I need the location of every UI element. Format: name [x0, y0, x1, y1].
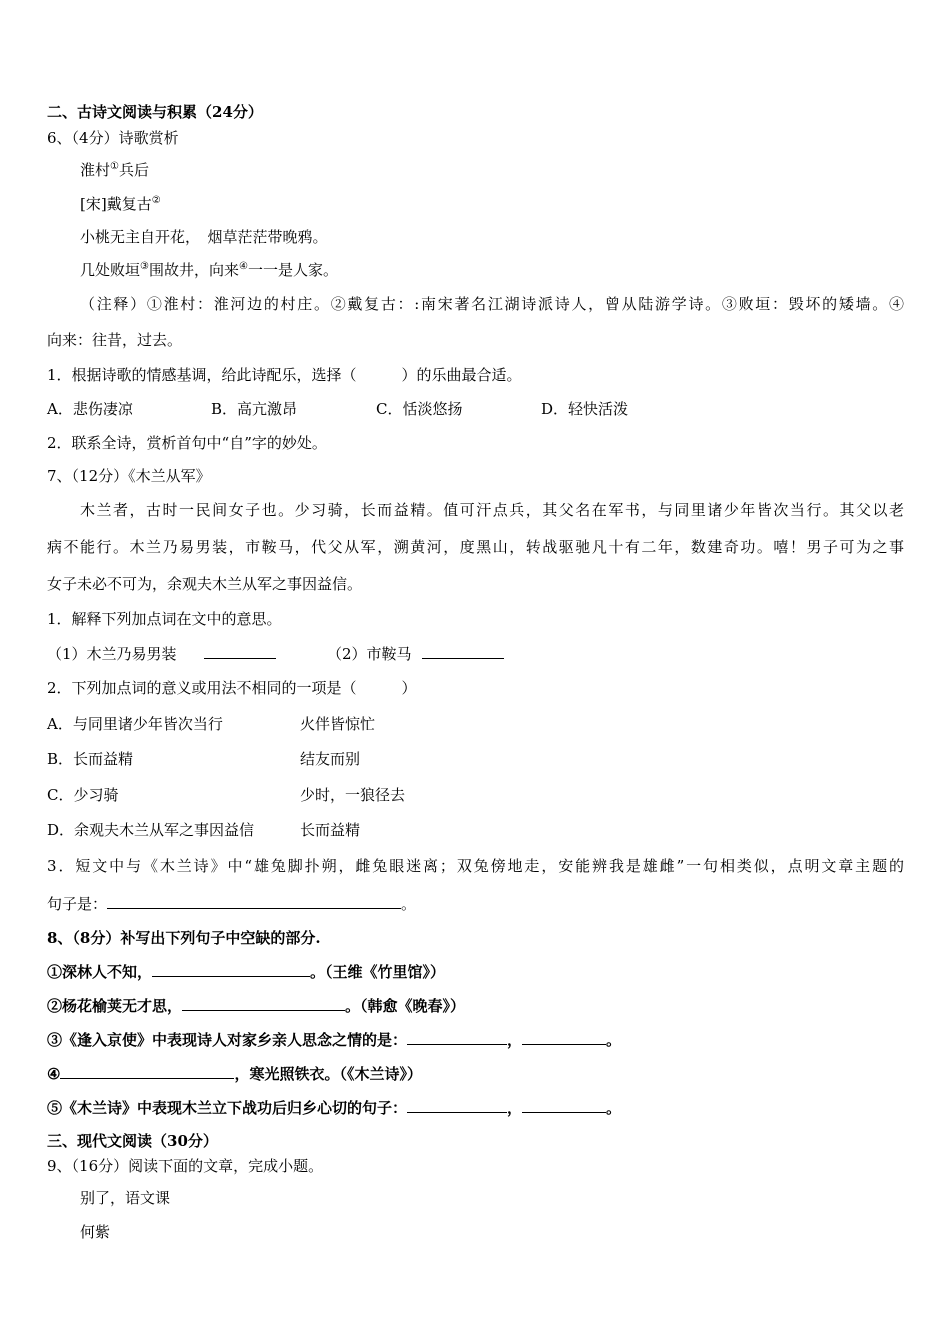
q7-choice-c-left: C．少习骑: [47, 786, 119, 804]
q6-option-b: B．高亢激昂: [211, 400, 298, 418]
answer-blank[interactable]: [522, 1029, 606, 1045]
q6-option-d: D．轻快活泼: [541, 400, 629, 418]
poem-line-1: 小桃无主自开花， 烟草茫茫带晚鸦。: [80, 228, 328, 246]
q8-item-3: ③《逢入京使》中表现诗人对家乡亲人思念之情的是： ， 。: [47, 1031, 622, 1049]
q6-header: 6、（4分）诗歌赏析: [47, 129, 179, 147]
q7-choice-a-left: A．与同里诸少年皆次当行: [47, 715, 223, 733]
poem-author: [宋]戴复古②: [80, 195, 161, 213]
poem-note-line-2: 向来：往昔，过去。: [47, 331, 183, 349]
answer-blank[interactable]: [522, 1097, 606, 1113]
poem-note-line-1: （注释）①淮村：淮河边的村庄。②戴复古：:南宋著名江湖诗派诗人，曾从陆游学诗。③败垣：毁坏的矮墙。④: [80, 295, 904, 313]
q7-passage-line-1: 木兰者，古时一民间女子也。少习骑，长而益精。值可汗点兵，其父名在军书，与同里诸少年皆次当行。其父以老: [80, 501, 904, 519]
q8-item-1: ①深林人不知， 。（王维《竹里馆》）: [47, 963, 446, 981]
q6-option-a: A．悲伤凄凉: [47, 400, 133, 418]
q7-passage-line-3: 女子未必不可为，余观夫木兰从军之事因益信。: [47, 575, 363, 593]
answer-blank[interactable]: [422, 643, 504, 659]
answer-blank[interactable]: [182, 995, 345, 1011]
answer-blank[interactable]: [60, 1063, 234, 1079]
answer-blank[interactable]: [204, 643, 276, 659]
q6-sub-question-1: 1．根据诗歌的情感基调，给此诗配乐，选择（ ）的乐曲最合适。: [47, 366, 522, 384]
article-author: 何紫: [80, 1223, 111, 1241]
q7-choice-b-right: 结友而别: [300, 750, 361, 768]
q7-choice-d-left: D．余观夫木兰从军之事因益信: [47, 821, 255, 839]
q7-choice-c-right: 少时，一狼径去: [300, 786, 406, 804]
section-2-title: 二、古诗文阅读与积累（24分）: [47, 103, 263, 121]
poem-title: 淮村①兵后: [80, 161, 149, 179]
q7-sub3-answer-line: 句子是： 。: [47, 895, 417, 913]
q6-option-c: C．恬淡悠扬: [376, 400, 463, 418]
q7-sub-question-2: 2．下列加点词的意义或用法不相同的一项是（ ）: [47, 679, 417, 697]
article-title: 别了，语文课: [80, 1189, 171, 1207]
answer-blank[interactable]: [407, 1029, 507, 1045]
q7-passage-line-2: 病不能行。木兰乃易男装，市鞍马，代父从军，溯黄河，度黑山，转战驱驰凡十有二年，数建奇功。嘻！男子可为之事: [47, 538, 904, 556]
poem-line-2: 几处败垣③围故井，向来④一一是人家。: [80, 261, 338, 279]
q7-sub-question-1: 1．解释下列加点词在文中的意思。: [47, 610, 282, 628]
q7-sub1-item-2: （2）市鞍马: [327, 643, 504, 664]
q8-item-4: ④ ，寒光照铁衣。（《木兰诗》）: [47, 1065, 422, 1083]
q8-item-2: ②杨花榆荚无才思， 。（韩愈《晚春》）: [47, 997, 466, 1015]
answer-blank[interactable]: [152, 961, 310, 977]
section-3-title: 三、现代文阅读（30分）: [47, 1132, 218, 1150]
q7-sub1-item-1: （1）木兰乃易男装: [47, 643, 276, 664]
q9-header: 9、（16分）阅读下面的文章，完成小题。: [47, 1157, 324, 1175]
answer-blank[interactable]: [107, 893, 401, 909]
q6-sub-question-2: 2．联系全诗，赏析首句中“自”字的妙处。: [47, 434, 327, 452]
q8-header: 8、（8分）补写出下列句子中空缺的部分.: [47, 929, 321, 947]
q7-choice-d-right: 长而益精: [300, 821, 361, 839]
q7-sub-question-3: 3．短文中与《木兰诗》中“雄兔脚扑朔，雌兔眼迷离；双兔傍地走，安能辨我是雄雌”一句相类似，点明文章主题的: [47, 857, 904, 875]
q7-choice-a-right: 火伴皆惊忙: [300, 715, 376, 733]
q7-choice-b-left: B．长而益精: [47, 750, 134, 768]
q7-header: 7、（12分）《木兰从军》: [47, 467, 211, 485]
q8-item-5: ⑤《木兰诗》中表现木兰立下战功后归乡心切的句子： ， 。: [47, 1099, 622, 1117]
answer-blank[interactable]: [407, 1097, 507, 1113]
